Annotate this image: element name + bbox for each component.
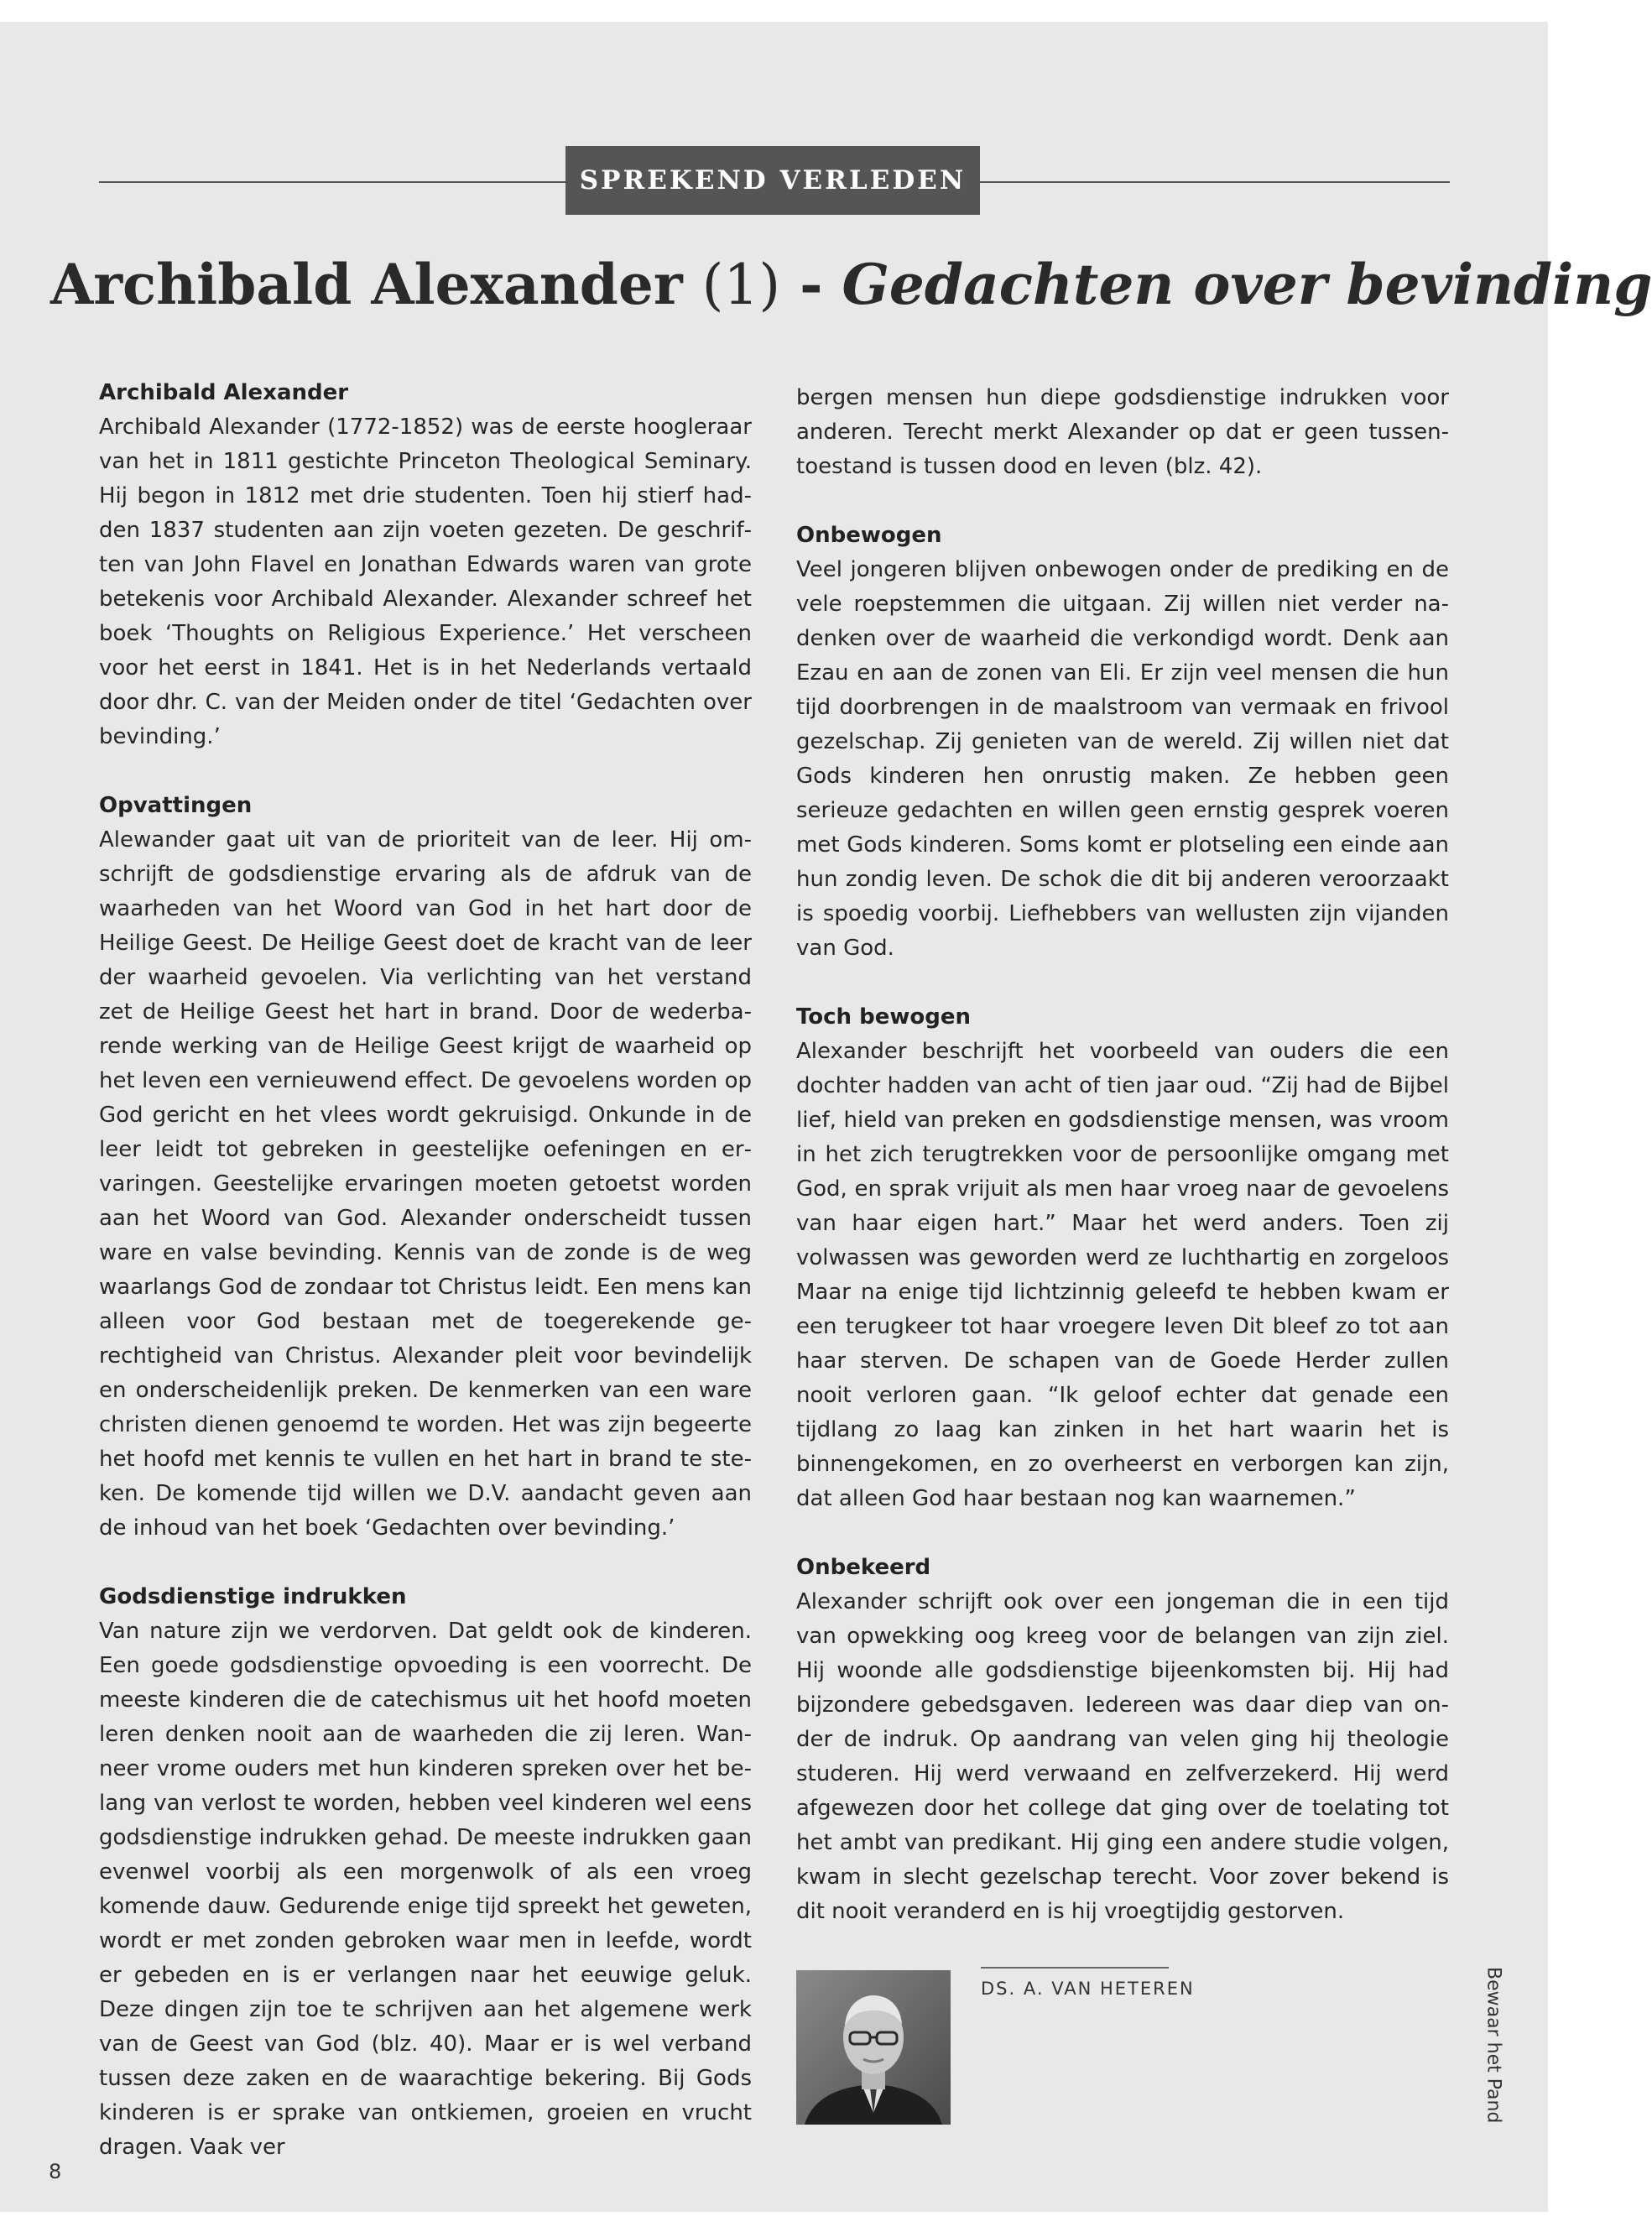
paragraph-gap xyxy=(796,1516,1449,1551)
title-separator: - xyxy=(780,252,842,317)
section-heading-onbekeerd: Onbekeerd xyxy=(796,1555,931,1580)
section-text-archibald-alexander: Archibald Alexander (1772-1852) was de eerste hoogleraar van het in 1811 gestichte Princeton Theological Seminary. Hij begon in 1812 met drie studenten. Toen hij stierf hadden 1837 studenten aan zijn voeten gezeten. De geschriften van John Flavel en Jonathan Edwards waren van grote betekenis voor Archibald Alexander. Alexander schreef het boek ‘Thoughts on Religious Experience.’ Het verscheen voor het eerst in 1841. Het is in het Nederlands vertaald door dhr. C. van der Meiden onder de titel ‘Gedachten over bevinding.’ xyxy=(99,415,752,749)
section-heading-toch-bewogen: Toch bewogen xyxy=(796,1004,971,1030)
section-heading-onbewogen: Onbewogen xyxy=(796,523,942,548)
section-heading-godsdienstige-indrukken: Godsdienstige indrukken xyxy=(99,1584,407,1609)
section-text-godsdienstige-indrukken: Van nature zijn we verdorven. Dat geldt ook de kinderen. Een goede godsdienstige opvoeding is een voorrecht. De meeste kinderen die de catechismus uit het hoofd moeten leren denken nooit aan de waarheden die zij leren. Wanneer vrome ouders met hun kinderen spreken over het belang van verlost te worden, hebben veel kinderen wel eens godsdienstige indrukken gehad. De meeste indrukken gaan evenwel voorbij als een morgenwolk of als een vroeg komende dauw. Gedurende enige tijd spreekt het geweten, wordt er met zonden gebroken waar men in leefde, wordt er gebeden en is er verlangen naar het eeuwige geluk. Deze dingen zijn toe te schrijven aan het algemene werk van de Geest van God (blz. 40). Maar er is wel verband tussen deze zaken en de waarachtige bekering. Bij Gods kinderen is er sprake van ontkiemen, groeien en vrucht dragen. Vaak ver xyxy=(99,1619,752,2160)
author-photo xyxy=(796,1970,951,2125)
header-rule-right xyxy=(980,181,1450,183)
section-text-onbekeerd: Alexander schrijft ook over een jongeman die in een tijd van opwekking oog kreeg voor de belangen van zijn ziel. Hij woonde alle godsdienstige bijeenkomsten bij. Hij had bijzondere gebedsgaven. Iedereen was daar diep van onder de indruk. Op aandrang van velen ging hij theologie studeren. Hij werd verwaand en zelfverzekerd. Hij werd afgewezen door het college dat ging over de toelating tot het ambt van predikant. Hij ging een andere studie volgen, kwam in slecht gezelschap terecht. Voor zover bekend is dit nooit veranderd en is hij vroegtijdig gestorven. xyxy=(796,1589,1449,1924)
right-column xyxy=(796,381,1449,1929)
title-subtitle: Gedachten over bevinding xyxy=(842,252,1652,317)
article-title xyxy=(50,247,1652,323)
section-text-opvattingen: Alewander gaat uit van de prioriteit van de leer. Hij omschrijft de godsdienstige ervaring als de afdruk van de waarheden van het Woord van God in het hart door de Heilige Geest. De Heilige Geest doet de kracht van de leer der waarheid gevoelen. Via verlichting van het verstand zet de Heilige Geest het hart in brand. Door de wederbarende werking van de Heilige Geest krijgt de waarheid op het leven een vernieuwend effect. De gevoelens worden op God gericht en het vlees wordt gekruisigd. Onkunde in de leer leidt tot gebreken in geestelijke oefeningen en ervaringen. Geestelijke ervaringen moeten getoetst worden aan het Woord van God. Alexander onderscheidt tussen ware en valse bevinding. Kennis van de zonde is de weg waarlangs God de zondaar tot Christus leidt. Een mens kan alleen voor God bestaan met de toegerekende gerechtigheid van Christus. Alexander pleit voor bevindelijk en onderscheidenlijk preken. De kenmerken van een ware christen dienen genoemd te worden. Het was zijn begeerte het hoofd met kennis te vullen en het hart in brand te steken. De komende tijd willen we D.V. aandacht geven aan de inhoud van het boek ‘Gedachten over bevinding.’ xyxy=(99,827,752,1541)
section-heading-archibald-alexander: Archibald Alexander xyxy=(99,380,349,405)
author-portrait-icon xyxy=(796,1970,951,2125)
magazine-page xyxy=(0,22,1652,2212)
section-kicker: SPREKEND VERLEDEN xyxy=(565,146,980,215)
author-block xyxy=(796,1967,1216,2126)
page-number: 8 xyxy=(49,2160,62,2183)
side-label: Bewaar het Pand xyxy=(1483,1967,1504,2124)
paragraph-gap xyxy=(796,484,1449,519)
continuation-text: bergen mensen hun diepe godsdienstige indrukken voor anderen. Terecht merkt Alexander op dat er geen tussentoestand is tussen dood en leven (blz. 42). xyxy=(796,385,1449,479)
paragraph-gap xyxy=(796,966,1449,1000)
section-heading-opvattingen: Opvattingen xyxy=(99,793,253,818)
paragraph-gap xyxy=(99,1546,752,1580)
left-column xyxy=(99,376,752,2165)
section-text-toch-bewogen: Alexander beschrijft het voorbeeld van ouders die een dochter hadden van acht of tien jaar oud. “Zij had de Bijbel lief, hield van preken en godsdienstige mensen, was vroom in het zich terugtrekken voor de persoonlijke omgang met God, en sprak vrijuit als men haar vroeg naar de gevoelens van haar eigen hart.” Maar het werd anders. Toen zij volwassen was geworden werd ze luchthartig en zorgeloos Maar na enige tijd lichtzinnig geleefd te hebben kwam er een terugkeer tot haar vroegere leven Dit bleef zo tot aan haar sterven. De schapen van de Goede Herder zullen nooit verloren gaan. “Ik geloof echter dat genade een tijdlang zo laag kan zinken in het hart waarin het is binnengekomen, en zo overheerst en verborgen kan zijn, dat alleen God haar bestaan nog kan waarnemen.” xyxy=(796,1039,1449,1511)
title-main: Archibald Alexander xyxy=(50,252,683,317)
header-rule-left xyxy=(99,181,569,183)
section-text-onbewogen: Veel jongeren blijven onbewogen onder de prediking en de vele roepstemmen die uitgaan. Zij willen niet verder nadenken over de waarheid die verkondigd wordt. Denk aan Ezau en aan de zonen van Eli. Er zijn veel mensen die hun tijd doorbrengen in de maalstroom van vermaak en frivool gezelschap. Zij genieten van de wereld. Zij willen niet dat Gods kinderen hen onrustig maken. Ze hebben geen serieuze gedachten en willen geen ernstig gesprek voeren met Gods kinderen. Soms komt er plotseling een einde aan hun zondig leven. De schok die dit bij anderen veroorzaakt is spoedig voorbij. Liefhebbers van wellusten zijn vijanden van God. xyxy=(796,557,1449,961)
title-number: (1) xyxy=(701,253,781,317)
author-name: DS. A. VAN HETEREN xyxy=(981,1979,1195,1999)
author-rule xyxy=(981,1967,1169,1969)
paragraph-gap xyxy=(99,754,752,789)
